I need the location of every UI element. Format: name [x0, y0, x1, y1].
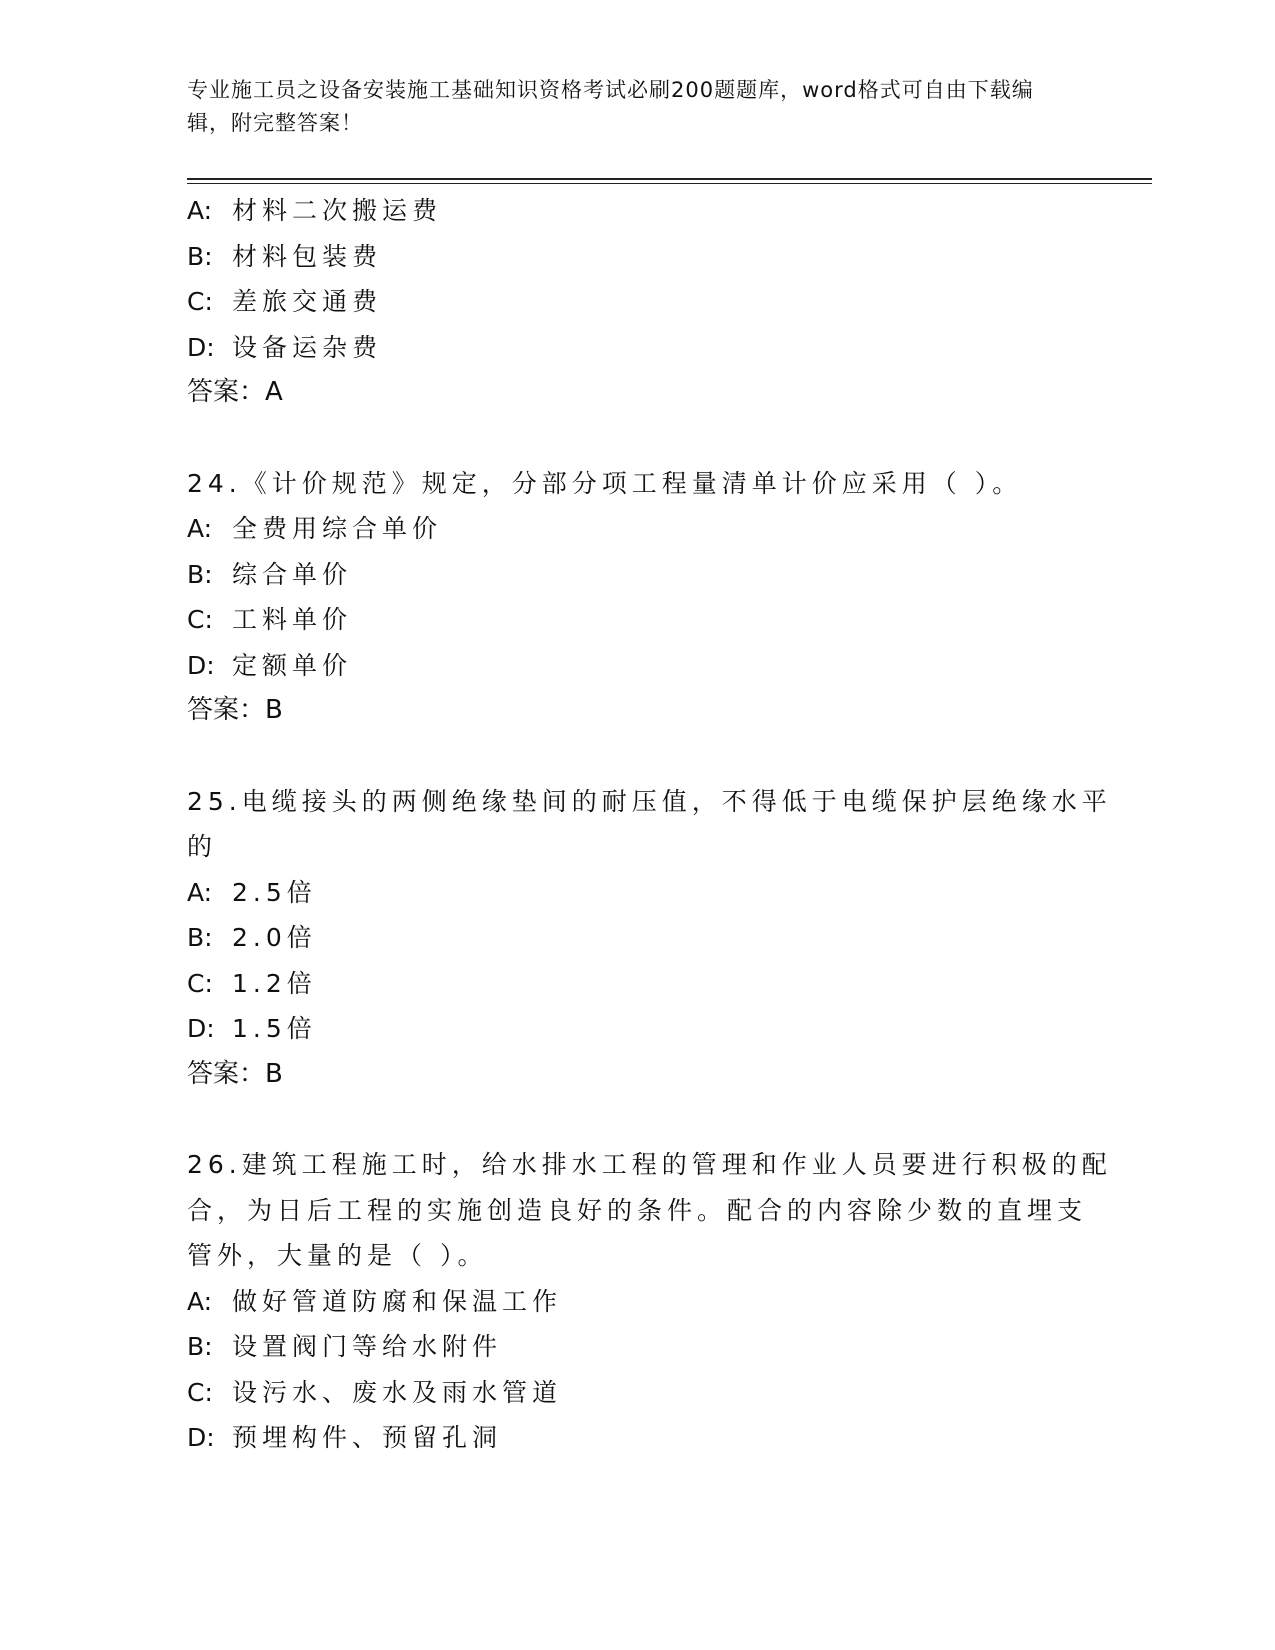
question-23 — [187, 188, 1087, 416]
answer: 答案：B — [187, 1058, 283, 1089]
question-text-line-1: 25.电缆接头的两侧绝缘垫间的耐压值，不得低于电缆保护层绝缘水平 — [187, 786, 1112, 816]
question-text-line-1: 26.建筑工程施工时，给水排水工程的管理和作业人员要进行积极的配 — [187, 1150, 1112, 1179]
option-a: A: 全费用综合单价 — [187, 514, 443, 543]
header-divider-thin — [187, 183, 1152, 184]
question-25 — [187, 779, 1112, 1098]
option-c: C: 设污水、废水及雨水管道 — [187, 1377, 563, 1407]
question-text-line-3: 管外，大量的是（ ）。 — [187, 1241, 488, 1270]
option-c: C: 1.2倍 — [187, 968, 317, 998]
option-d: D: 定额单价 — [187, 650, 353, 680]
document-header: 专业施工员之设备安装施工基础知识资格考试必刷200题题库，word格式可自由下载编辑，附完整答案！ — [187, 78, 1034, 135]
answer: 答案：A — [187, 377, 283, 407]
header-divider-thick — [187, 178, 1152, 180]
option-d: D: 1.5倍 — [187, 1014, 317, 1043]
option-d: D: 预埋构件、预留孔洞 — [187, 1423, 503, 1452]
option-c: C: 工料单价 — [187, 605, 353, 634]
question-list — [187, 188, 1112, 1461]
option-d: D: 设备运杂费 — [187, 332, 383, 362]
question-26 — [187, 1142, 1112, 1461]
question-text-line-2: 的 — [187, 832, 218, 861]
option-a: A: 做好管道防腐和保温工作 — [187, 1286, 563, 1316]
answer: 答案：B — [187, 695, 283, 725]
option-b: B: 材料包装费 — [187, 241, 383, 271]
option-a: A: 2.5倍 — [187, 877, 317, 907]
question-24 — [187, 461, 1087, 734]
option-b: B: 2.0倍 — [187, 923, 317, 952]
option-b: B: 综合单价 — [187, 559, 353, 589]
question-text: 24.《计价规范》规定，分部分项工程量清单计价应采用（ ）。 — [187, 468, 1023, 498]
question-text-line-2: 合，为日后工程的实施创造良好的条件。配合的内容除少数的直埋支 — [187, 1195, 1088, 1225]
option-b: B: 设置阀门等给水附件 — [187, 1332, 503, 1361]
option-a: A: 材料二次搬运费 — [187, 196, 443, 225]
option-c: C: 差旅交通费 — [187, 287, 383, 316]
